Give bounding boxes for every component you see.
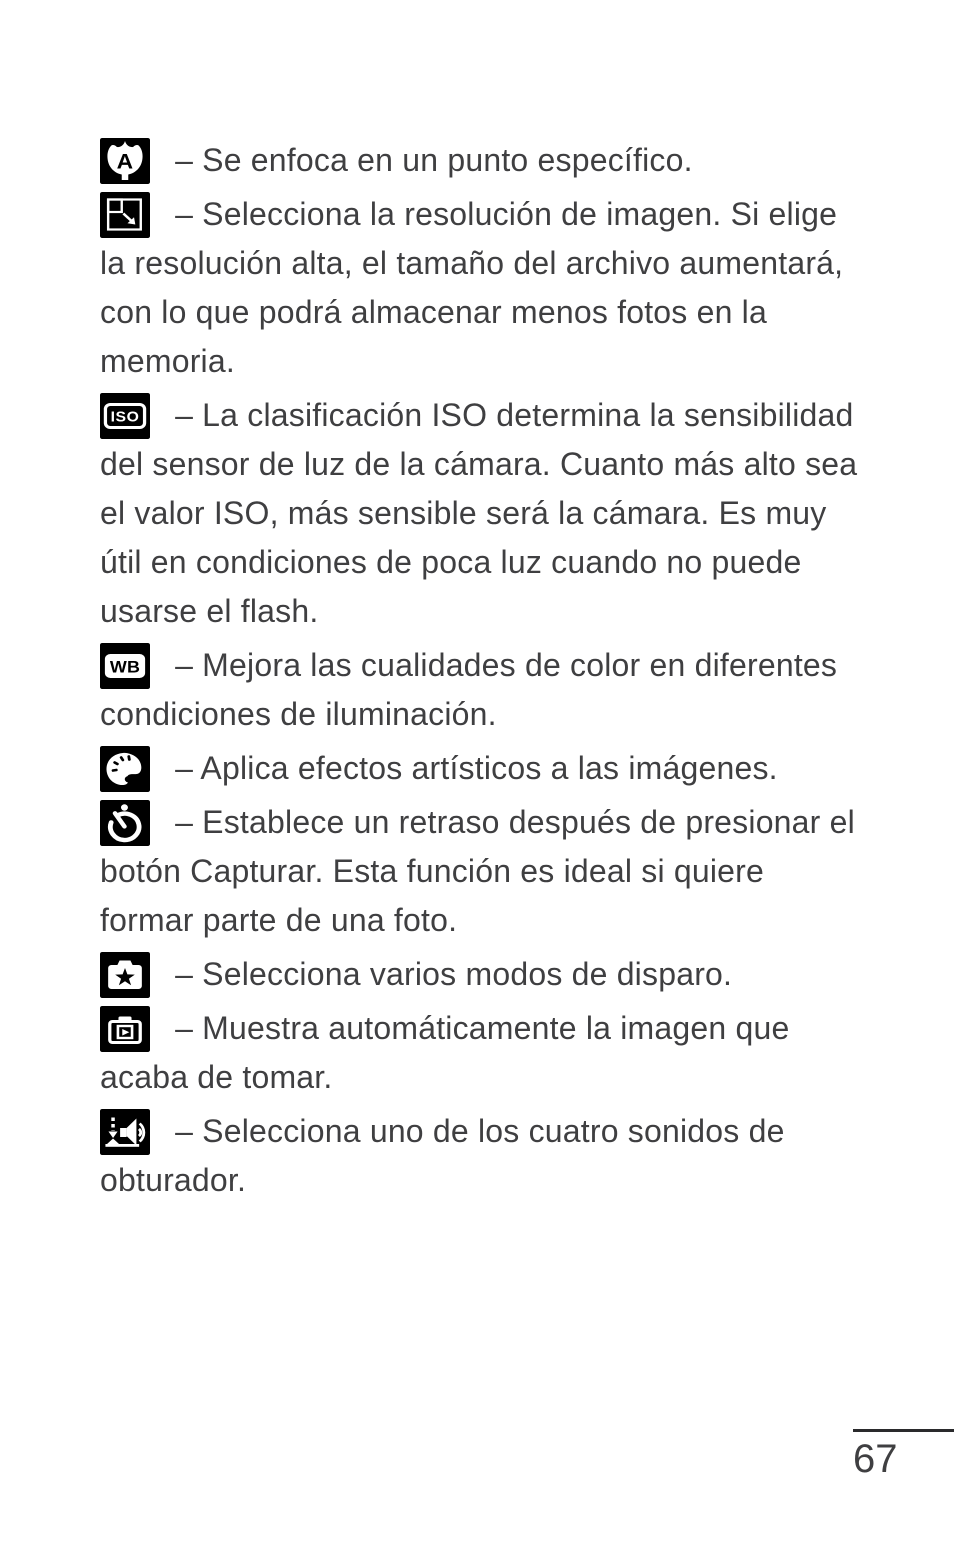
setting-description: – Selecciona uno de los cuatro sonidos de obturador. [100,1113,785,1198]
setting-description: – Muestra automáticamente la imagen que acaba de tomar. [100,1010,790,1095]
image-resolution-icon [100,192,150,238]
setting-description: – Se enfoca en un punto específico. [175,142,693,178]
setting-description: – Mejora las cualidades de color en diferentes condiciones de iluminación. [100,647,838,732]
iso-icon [100,393,150,439]
setting-item-color-effect [100,744,860,793]
shutter-sound-icon [100,1109,150,1155]
setting-description: – Selecciona varios modos de disparo. [175,956,733,992]
auto-review-icon [100,1006,150,1052]
macro-focus-icon [100,138,150,184]
setting-item-timer [100,798,860,945]
setting-item-macro-focus [100,136,860,185]
setting-item-white-balance [100,641,860,739]
setting-description: – La clasificación ISO determina la sensibilidad del sensor de luz de la cámara. Cuanto más alto sea el valor ISO, más sensible será la cámara. Es muy útil en condiciones de poca luz cuando no puede usarse el flash. [100,397,858,629]
page-number-rule [853,1429,954,1432]
setting-description: – Aplica efectos artísticos a las imágenes. [175,750,778,786]
wb-label: WB [109,657,141,677]
setting-item-shutter-sound [100,1107,860,1205]
white-balance-icon [100,643,150,689]
setting-item-image-resolution [100,190,860,386]
shot-mode-icon [100,952,150,998]
setting-description: – Selecciona la resolución de imagen. Si elige la resolución alta, el tamaño del archivo aumentará, con lo que podrá almacenar menos fotos en la memoria. [100,196,844,379]
page-number: 67 [853,1437,898,1481]
setting-item-iso [100,391,860,636]
setting-item-shot-mode [100,950,860,999]
iso-label: ISO [110,409,140,426]
color-effect-icon [100,746,150,792]
macro-focus-letter: A [116,149,134,174]
setting-item-auto-review [100,1004,860,1102]
timer-icon [100,800,150,846]
setting-description: – Establece un retraso después de presionar el botón Capturar. Esta función es ideal si quiere formar parte de una foto. [100,804,855,938]
camera-settings-list [100,136,860,1210]
